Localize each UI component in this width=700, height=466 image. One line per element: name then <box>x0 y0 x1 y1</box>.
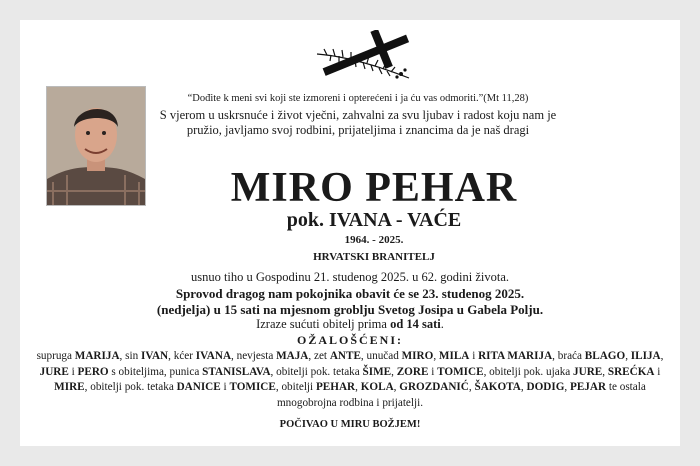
mourner-name: TOMICE <box>437 365 484 378</box>
intro-text: S vjerom u uskrsnuće i život vječni, zahvalni za svu ljubav i radost koju nam je pružio, javljamo svoj rodbini, prijateljima i znancima da je naš dragi <box>159 108 557 137</box>
mourner-relation: i <box>220 381 230 393</box>
mourner-relation: , <box>602 365 608 378</box>
mourner-name: PERO <box>77 365 109 378</box>
mourner-name: IVANA <box>195 350 232 362</box>
mourner-name: MIRO <box>401 350 434 362</box>
mourner-relation: , obitelji <box>275 381 316 393</box>
funeral-line-1: Sprovod dragog nam pokojnika obavit će se 23. studenog 2025. <box>175 286 525 301</box>
obituary-card <box>20 20 680 446</box>
mourner-name: RITA MARIJA <box>478 350 553 362</box>
mourner-relation: , braća <box>552 350 585 362</box>
mourner-relation: , <box>468 381 475 393</box>
mourner-name: JURE <box>573 365 603 378</box>
mourner-name: PEHAR <box>315 381 356 393</box>
mourner-relation: , nevjesta <box>231 350 277 362</box>
mourner-name: DODIG <box>526 381 565 393</box>
mourner-relation: i <box>654 365 661 378</box>
life-years: 1964. - 2025. <box>344 234 404 246</box>
mourner-name: IVAN <box>140 350 169 362</box>
mourner-relation: i <box>469 350 479 362</box>
mourner-relation: , kćer <box>168 350 196 362</box>
mourner-name: MARIJA <box>74 350 120 362</box>
mourner-relation: i <box>428 365 438 378</box>
father-name: pok. IVANA - VAĆE <box>286 209 462 231</box>
mourner-relation: te ostala mnogobrojna rodbina i prijatelji. <box>276 381 646 409</box>
honorary-title: HRVATSKI BRANITELJ <box>313 251 435 263</box>
mourner-name: MILA <box>438 350 470 362</box>
mourner-name: KOLA <box>360 381 394 393</box>
mourner-relation: supruga <box>36 350 75 362</box>
mourner-relation: , <box>433 350 439 362</box>
mourner-name: MIRE <box>54 381 85 393</box>
bible-quote: “Dođite k meni svi koji ste izmoreni i opterećeni i ja ću vas odmoriti.”(Mt 11,28) <box>187 93 529 104</box>
deceased-name: MIRO PEHAR <box>230 165 518 211</box>
condolences-end: . <box>440 317 444 331</box>
mourner-name: PEJAR <box>570 381 607 393</box>
mourner-name: GROZDANIĆ <box>399 381 469 393</box>
mourner-name: JURE <box>39 365 69 378</box>
mourner-name: ZORE <box>396 365 429 378</box>
mourner-relation: , obitelji pok. tetaka <box>270 365 363 378</box>
mourner-name: ŠIME <box>362 365 392 378</box>
mourner-relation: , obitelji pok. ujaka <box>483 365 574 378</box>
portrait-photo <box>46 86 146 206</box>
mourner-name: DANICE <box>176 381 221 393</box>
mourner-relation: , <box>391 365 397 378</box>
mourner-name: ŠAKOTA <box>474 381 521 393</box>
condolences-note <box>20 317 680 332</box>
funeral-line-2: (nedjelja) u 15 sati na mjesnom groblju Svetog Josipa u Gabela Polju. <box>156 302 544 317</box>
funeral-details <box>20 286 680 318</box>
mourner-relation: s obiteljima, punica <box>108 365 203 378</box>
mourners-heading: OŽALOŠĆENI: <box>296 333 404 347</box>
mourner-name: BLAGO <box>584 350 626 362</box>
mourner-relation: , unučad <box>360 350 402 362</box>
condolences-text: Izraze sućuti obitelj prima <box>256 317 391 331</box>
mourner-relation: , obitelji pok. tetaka <box>84 381 177 393</box>
mourner-relation: , <box>520 381 527 393</box>
rest-in-peace: POČIVAO U MIRU BOŽJEM! <box>279 419 421 430</box>
mourner-relation: i <box>68 365 78 378</box>
death-announcement: usnuo tiho u Gospodinu 21. studenog 2025. u 62. godini života. <box>190 270 510 284</box>
mourner-relation: , <box>660 350 664 362</box>
mourner-relation: , <box>564 381 570 393</box>
mourner-name: SREĆKA <box>607 365 655 378</box>
mourner-name: MAJA <box>276 350 309 362</box>
mourner-relation: , sin <box>119 350 141 362</box>
mourner-relation: , <box>393 381 400 393</box>
mourners-list <box>20 349 680 411</box>
mourner-relation: , zet <box>308 350 330 362</box>
condolences-time: od 14 sati <box>390 317 441 331</box>
cross-with-olive-branch-icon <box>313 30 415 82</box>
mourner-name: ANTE <box>329 350 361 362</box>
mourner-name: TOMICE <box>229 381 276 393</box>
mourner-name: ILIJA <box>630 350 661 362</box>
mourner-relation: , <box>625 350 631 362</box>
mourner-relation: , <box>355 381 361 393</box>
mourner-name: STANISLAVA <box>202 365 271 378</box>
